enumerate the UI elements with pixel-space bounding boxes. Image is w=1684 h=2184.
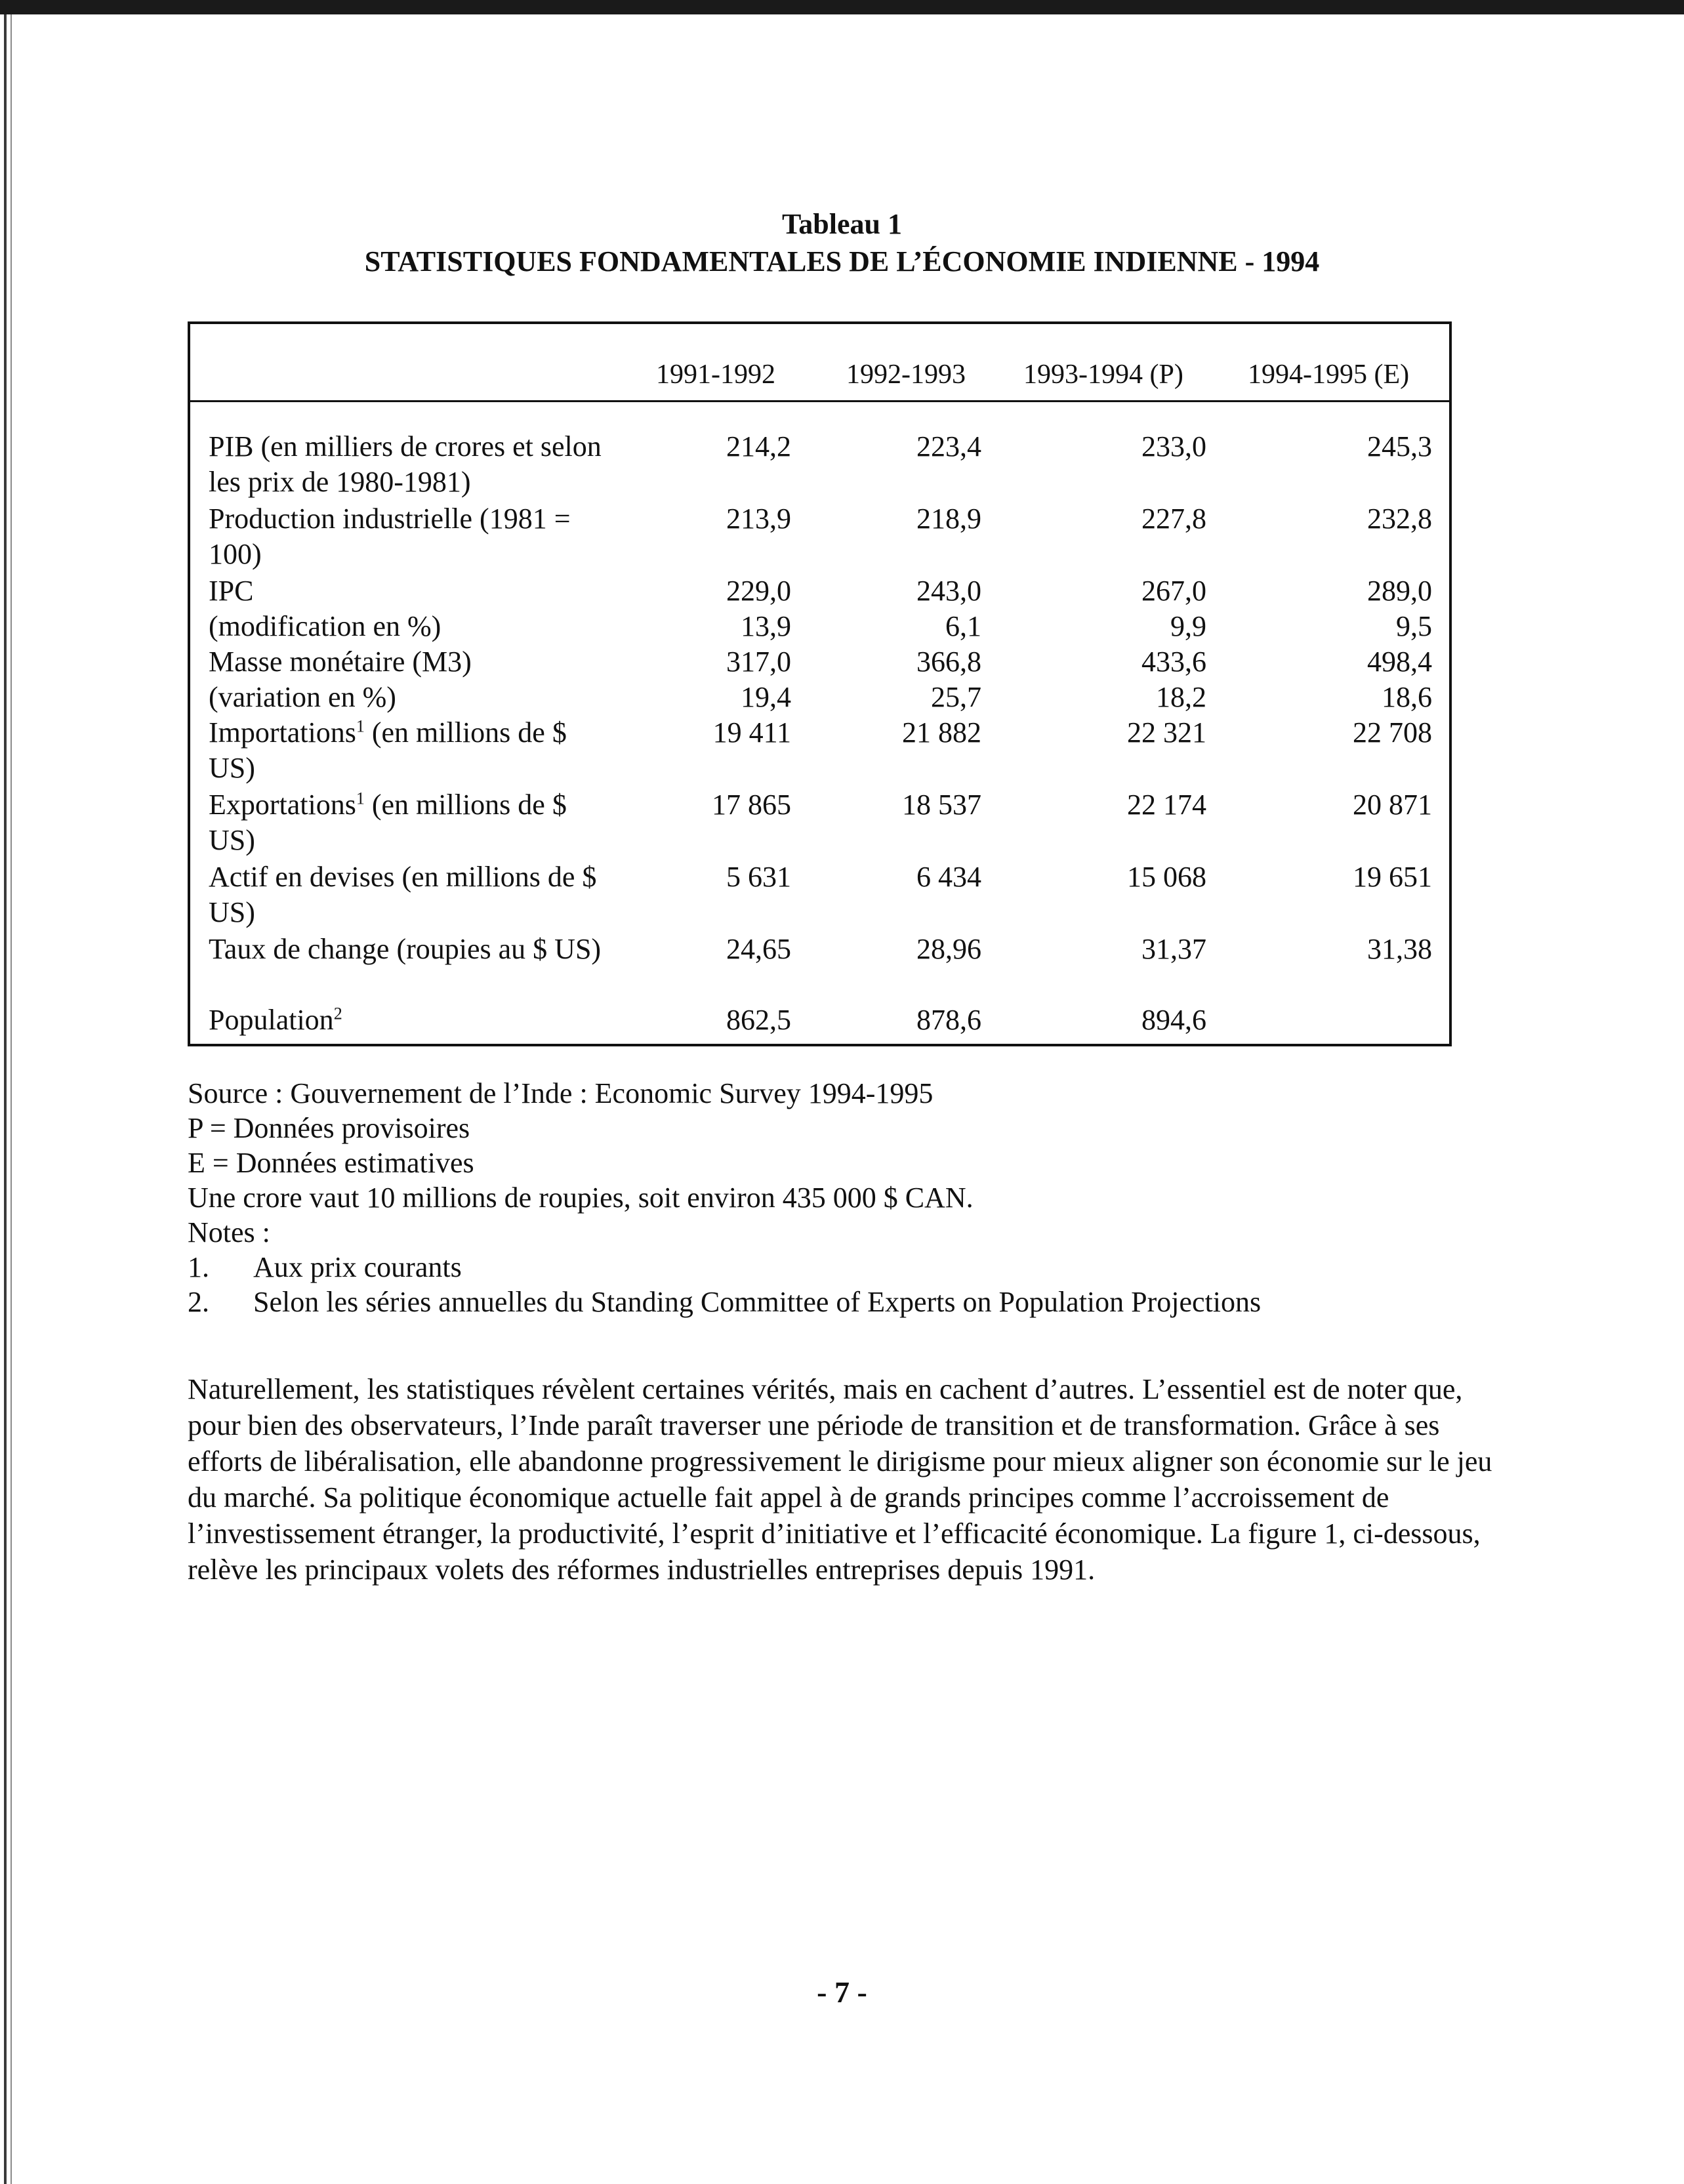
cell-value: 31,38 (1367, 933, 1432, 965)
cell-value: 213,9 (726, 503, 791, 535)
row-label-text-rest: (en millions de $ US) (209, 716, 567, 784)
footnote-marker: 1 (356, 716, 365, 736)
cell-value: 433,6 (1141, 646, 1206, 678)
cell-value: 13,9 (741, 610, 791, 642)
cell-value: 6,1 (945, 610, 981, 642)
cell-value: 9,5 (1396, 610, 1432, 642)
cell-value: 218,9 (916, 503, 981, 535)
cell-value: 862,5 (726, 1004, 791, 1036)
cell-value: 317,0 (726, 646, 791, 678)
cell-value: 245,3 (1367, 430, 1432, 463)
provisional-note: P = Données provisoires (188, 1112, 470, 1144)
table-label: Tableau 1 (781, 208, 902, 240)
footnote-number: 1. (188, 1251, 209, 1283)
cell-value: 894,6 (1141, 1004, 1206, 1036)
cell-value: 214,2 (726, 430, 791, 463)
cell-value: 31,37 (1141, 933, 1206, 965)
row-label: Taux de change (roupies au $ US) (209, 933, 602, 965)
cell-value: 366,8 (916, 646, 981, 678)
footnote-text: Aux prix courants (253, 1251, 462, 1283)
scan-left-edge (4, 14, 7, 2184)
row-label: Production industrielle (1981 = 100) (209, 503, 571, 570)
footnote-marker: 1 (356, 789, 365, 808)
scan-top-border (0, 0, 1684, 14)
cell-value: 232,8 (1367, 503, 1432, 535)
cell-value: 25,7 (931, 681, 981, 713)
footnote-item (188, 1285, 1467, 1319)
cell-value: 233,0 (1141, 430, 1206, 463)
column-header-1991-1992: 1991-1992 (656, 360, 775, 390)
cell-value: 17 865 (712, 789, 791, 821)
cell-value: 6 434 (916, 861, 981, 893)
cell-value: 18,2 (1156, 681, 1206, 713)
column-header-1994-1995: 1994-1995 (E) (1248, 360, 1410, 390)
cell-value: 19,4 (741, 681, 791, 713)
row-label-text: Importations (209, 716, 356, 749)
row-label-text: Population (209, 1004, 334, 1036)
cell-value: 227,8 (1141, 503, 1206, 535)
row-label: PIB (en milliers de crores et selon les prix de 1980-1981) (209, 430, 602, 498)
cell-value: 19 651 (1353, 861, 1432, 893)
body-paragraph: Naturellement, les statistiques révèlent certaines vérités, mais en cachent d’autres. L’essentiel est de noter que, pour bien des observateurs, l’Inde paraît traverser une période de transition et de transformation. Grâce à ses efforts de libéralisation, elle abandonne progressivement le dirigisme pour mieux aligner son économie sur le jeu du marché. Sa politique économique actuelle fait appel à de grands principes comme l’accroissement de l’investissement étranger, la productivité, l’esprit d’initiative et l’efficacité économique. La figure 1, ci-dessous, relève les principaux volets des réformes industrielles entreprises depuis 1991. (188, 1373, 1492, 1586)
notes-label: Notes : (188, 1216, 270, 1248)
row-label-text-rest: (en millions de $ US) (209, 789, 567, 856)
cell-value: 20 871 (1353, 789, 1432, 821)
page-number: - 7 - (817, 1975, 867, 2009)
cell-value: 24,65 (726, 933, 791, 965)
column-header-1993-1994: 1993-1994 (P) (1023, 360, 1183, 390)
row-label: Masse monétaire (M3) (209, 646, 472, 678)
column-header-1992-1993: 1992-1993 (846, 360, 966, 390)
cell-value: 18 537 (902, 789, 981, 821)
header-rule (190, 400, 1449, 402)
cell-value: 19 411 (712, 716, 791, 749)
cell-value: 9,9 (1170, 610, 1206, 642)
cell-value: 22 174 (1127, 789, 1206, 821)
cell-value: 5 631 (726, 861, 791, 893)
cell-value: 28,96 (916, 933, 981, 965)
cell-value: 498,4 (1367, 646, 1432, 678)
cell-value: 243,0 (916, 575, 981, 607)
cell-value: 229,0 (726, 575, 791, 607)
cell-value: 223,4 (916, 430, 981, 463)
crore-note: Une crore vaut 10 millions de roupies, soit environ 435 000 $ CAN. (188, 1182, 974, 1214)
footnote-item (188, 1250, 1467, 1285)
cell-value: 878,6 (916, 1004, 981, 1036)
row-label: IPC (209, 575, 254, 607)
row-label: Actif en devises (en millions de $ US) (209, 861, 597, 928)
cell-value: 22 708 (1353, 716, 1432, 749)
footnote-marker: 2 (333, 1004, 342, 1023)
cell-value: 267,0 (1141, 575, 1206, 607)
row-label (209, 1002, 602, 1038)
scan-left-edge-inner (10, 14, 12, 2184)
cell-value: 22 321 (1127, 716, 1206, 749)
cell-value: 18,6 (1382, 681, 1432, 713)
table-title: STATISTIQUES FONDAMENTALES DE L’ÉCONOMIE INDIENNE - 1994 (364, 245, 1320, 278)
row-label-text: Exportations (209, 789, 356, 821)
cell-value: 289,0 (1367, 575, 1432, 607)
row-label (209, 787, 602, 858)
row-label: (variation en %) (209, 681, 396, 713)
footnote-text: Selon les séries annuelles du Standing Committee of Experts on Population Projections (253, 1286, 1262, 1318)
estimate-note: E = Données estimatives (188, 1147, 474, 1179)
source-note: Source : Gouvernement de l’Inde : Economic Survey 1994-1995 (188, 1077, 934, 1109)
table-notes (188, 1076, 1467, 1319)
cell-value: 15 068 (1127, 861, 1206, 893)
footnote-number: 2. (188, 1286, 209, 1318)
cell-value: 21 882 (902, 716, 981, 749)
statistics-table (188, 321, 1452, 1046)
row-label: (modification en %) (209, 610, 442, 642)
row-label (209, 715, 602, 786)
